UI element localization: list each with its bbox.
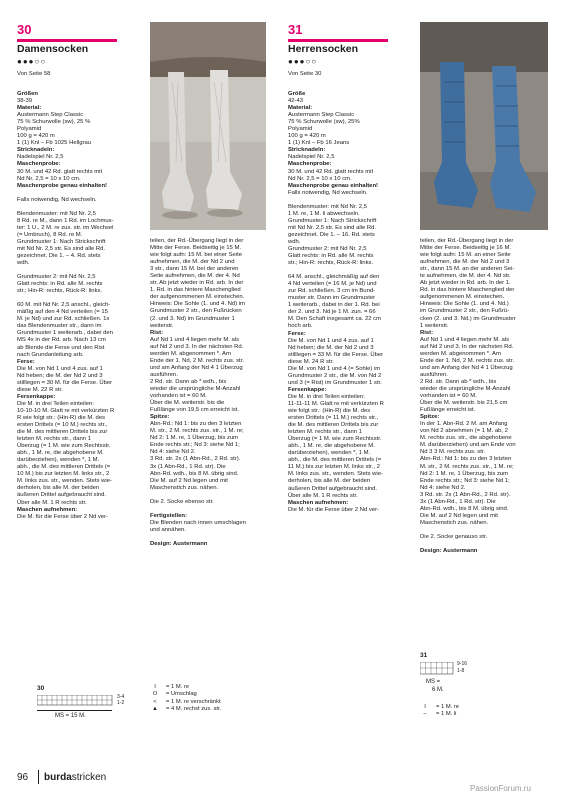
text-line: 2 Rd. str. Dann ab * wdh., bis	[150, 378, 227, 385]
text-line: wie folgt str.: (Hin-R) die M. des	[288, 408, 371, 415]
text-heading: Material:	[17, 105, 42, 112]
text-line: Ende rechts str.; Nd 3: siehe Nd 1;	[150, 442, 240, 449]
text-line: ersten Drittels (= 11 M.) rechts str.,	[288, 415, 379, 422]
text-line: werden M. abgenommen *. Am	[150, 350, 231, 357]
text-line: 30 M. und 42 Rd. glatt rechts mit	[17, 168, 103, 175]
text-line: Austermann Step Classic	[17, 112, 84, 119]
text-line: Ende der 1. Nd, 2 M. rechts zus. str.	[150, 357, 244, 364]
legend-symbol: <	[153, 698, 157, 705]
legend-text: = 1 M. re	[436, 704, 460, 710]
page-number: 96	[17, 772, 29, 783]
text-line: vorhanden ist = 60 M.	[420, 393, 477, 400]
text-line: Grundmuster 2 str., die M. von Nd 2	[288, 372, 382, 379]
left-article-column-2	[150, 238, 270, 548]
text-line: Überzug (= 1 M. wie zum Rechtsstr.	[17, 443, 111, 450]
text-line: Blendenmuster: mit Nd Nr. 2,5	[288, 203, 367, 210]
text-line: Die M. auf 2 Nd legen und mit	[420, 512, 498, 519]
text-line: mit Nd Nr. 2,5 str. Es sind alle Rd.	[17, 245, 106, 252]
text-line: Die M. in drei Teilen einteilen:	[17, 400, 94, 407]
text-line: ersten Drittels (= 10 M.) rechts str.,	[17, 422, 108, 429]
paragraph-gap	[17, 204, 142, 211]
text-line: 38-39	[17, 98, 33, 105]
text-line: ausführen.	[150, 371, 178, 378]
text-line: Hinweis: Die Sohle (1. und 4. Nd) im	[150, 301, 245, 308]
text-line: teilen, der Rd.-Übergang liegt in der	[150, 238, 244, 244]
text-line: Die M. für die Ferse über 2 Nd ver-	[288, 506, 380, 513]
text-line: 3x (1 Abn-Rd., 1 Rd. str). Die	[420, 498, 496, 505]
mens-socks-photo	[420, 22, 548, 230]
legend-row	[150, 706, 221, 713]
paragraph-gap	[150, 506, 270, 513]
text-heading: Design: Austermann	[420, 547, 478, 554]
text-line: äußeren Drittel aufgebraucht sind.	[288, 485, 378, 492]
legend-text: = 1 M. re	[166, 684, 190, 690]
text-line: Überzug (= 1 M. wie zum Rechtsstr.	[288, 436, 382, 443]
text-line: darüberziehen), wenden *, 1 M.	[17, 457, 100, 464]
text-line: 11-11-11 M. Glatt re mit verkürzten R	[288, 400, 384, 407]
text-line: stilllegen = 33 M. für die Ferse. Über	[288, 351, 384, 358]
text-line: str.; Hin-R: rechts, Rück-R: links.	[288, 260, 374, 267]
text-line: Nd Nr. 2,5 = 10 x 10 cm.	[288, 175, 352, 182]
text-line: te aufnehmen, die M. der 4. Nd str.	[420, 273, 511, 280]
text-line: teilen, der Rd.-Übergang liegt in der	[420, 238, 514, 244]
text-line: abh., 1 M. re, die abgehobene M.	[288, 443, 375, 450]
right-article-title: Herrensocken	[288, 43, 359, 55]
text-line: derholen, bis alle M. der beiden	[17, 485, 100, 492]
legend-text: = 1 M. li	[436, 711, 457, 718]
text-line: letzten M. rechts str., dann 1	[288, 429, 362, 436]
legend-text: = Umschlag	[166, 691, 197, 698]
text-line: aufnehmen, die M. der Nd 2 und	[150, 259, 235, 266]
text-heading: Fersenkappe:	[288, 386, 327, 393]
text-line: abh., die M. des mittleren Drittels (=	[17, 464, 111, 471]
right-article-column-2	[420, 238, 545, 555]
paragraph-gap	[420, 541, 545, 548]
text-line: darüberziehen), wenden *, 1 M.	[288, 450, 371, 457]
text-line: vorhanden ist = 60 M.	[150, 393, 207, 400]
text-line: MS 4x in der Rd. arb. Nach 13 cm	[17, 337, 106, 344]
text-line: diese M. 24 R str.	[288, 358, 334, 365]
text-line: Die 2. Socke genauso str.	[420, 533, 488, 540]
left-difficulty-rating: ●●●○○	[17, 57, 47, 66]
text-line: cken (2. und 3. Nd.) im Grundmuster	[420, 315, 516, 322]
text-line: letzten M. rechts str., dann 1	[17, 436, 91, 443]
text-line: nach Grundanleitung arb.	[17, 351, 84, 358]
text-line: die M. des mittleren Drittels bis zur	[288, 422, 379, 429]
text-heading: Rist:	[150, 329, 164, 336]
text-line: Mitte der Ferse. Beidseitig je 16 M.	[420, 245, 512, 252]
ladies-socks-photo	[150, 22, 266, 230]
text-line: M. links zus. str., wenden. Stets wie-	[288, 471, 383, 478]
text-line: 1 weiterarb., dabei in der 1. Rd. bei	[288, 302, 380, 309]
chart-31-row-label-bottom: 1-8	[457, 668, 465, 674]
text-line: 3x (1 Abn-Rd., 1 Rd. str). Die	[150, 463, 226, 470]
text-line: und annähen.	[150, 526, 187, 533]
paragraph-gap	[288, 197, 413, 204]
text-line: In der 1. Abn-Rd. 2 M. am Anfang	[420, 421, 508, 428]
text-line: Die M. auf 2 Nd legen und mit	[150, 477, 228, 484]
legend-text: = 4 M. rechst zus. str.	[166, 705, 222, 712]
brand-bold: burda	[44, 772, 72, 783]
legend-symbol: I	[424, 704, 426, 710]
text-line: Hinweis: Die Sohle (1. und 4. Nd.)	[420, 301, 509, 308]
text-line: die M. des mittleren Drittels bis zur	[17, 429, 108, 436]
text-line: Die M. in drei Teilen einteilen:	[288, 393, 365, 400]
text-line: 60 M. mit Nd Nr. 2,5 anschl., gleich-	[17, 302, 111, 309]
right-difficulty-rating: ●●●○○	[288, 57, 318, 66]
text-heading: Fertigstellen:	[150, 512, 187, 519]
paragraph-gap	[150, 534, 270, 541]
right-article-column-1	[288, 91, 413, 514]
text-line: Grundmuster 1: Nach Strickschrift	[17, 238, 106, 245]
text-line: Falls notwendig, Nd wechseln.	[288, 189, 368, 196]
text-heading: Größe	[288, 91, 306, 97]
magazine-brand	[44, 772, 106, 783]
left-article-column-1	[17, 91, 142, 521]
legend-symbol: –	[423, 711, 427, 718]
legend-symbol: ▲	[152, 705, 158, 712]
text-line: Polyamid	[17, 126, 42, 133]
chart-30-repeat-label: MS = 15 M.	[55, 713, 86, 719]
text-line: ter: 1 U., 2 M. re zus. str. im Wechsel	[17, 224, 114, 231]
text-line: wdh.	[288, 238, 301, 245]
chart-30-grid	[37, 695, 117, 707]
text-heading: Stricknadeln:	[288, 147, 326, 154]
text-line: Glatt rechts: in Rd. alle M. rechts	[288, 253, 374, 260]
text-line: wie folgt aufn: 15 M. bei einer Seite	[150, 252, 243, 259]
chart-30-row-label-bottom: 1-2	[117, 700, 125, 706]
text-line: str.; Hin-R: rechts, Rück-R: links.	[17, 288, 103, 295]
text-line: 3 Rd. str. 2x (1 Abn-Rd., 2 Rd. str).	[420, 491, 511, 498]
text-line: auf Nd 2 und 3. In der nächsten Rd.	[420, 343, 514, 350]
text-line: Die 2. Socke ebenso str.	[150, 498, 214, 505]
chart-30-label: 30	[37, 685, 45, 692]
text-line: von Nd 2 abnehmen (= 1 M. ab, 2	[420, 428, 508, 435]
text-line: 100 g = 420 m	[288, 133, 326, 140]
paragraph-gap	[288, 267, 413, 274]
text-heading: Maschenprobe genau einhalten!	[288, 182, 379, 189]
chart-31-label: 31	[420, 652, 428, 659]
text-line: 10 M.) bis zur letzten M. links str., 2	[17, 471, 110, 478]
chart-31-legend	[420, 704, 459, 719]
text-line: Grundmuster 2: mit Nd Nr. 2,5	[288, 245, 367, 252]
text-line: ausführen.	[420, 371, 448, 378]
text-line: im Grundmuster 2 str., den Fußrü-	[420, 308, 510, 315]
text-line: der 2. und 3. Nd je 1 M. zun. = 66	[288, 309, 376, 316]
chart-31-repeat-label: MS =	[426, 679, 441, 685]
text-line: Nd 3 3 M. rechts zus. str.	[420, 449, 486, 456]
text-line: 2 Rd. str. Dann ab * wdh., bis	[420, 378, 497, 385]
text-line: Falls notwendig, Nd wechseln.	[17, 196, 97, 203]
text-line: 1 weiterstr.	[420, 322, 449, 329]
text-line: hoch arb.	[288, 323, 313, 330]
text-line: Maschenstich zus. nähen.	[150, 484, 219, 491]
text-line: Die M. von Nd 1 und 4 zus. auf 1	[17, 365, 103, 372]
text-line: Nd heben; die M. der Nd 2 und 3	[17, 372, 103, 379]
text-line: zur Rd. schließen. 3 cm im Bund-	[288, 288, 376, 295]
text-line: str., dann 15 M. an der anderen Sei-	[420, 266, 515, 273]
text-line: 8 Rd. re M., dann 1 Rd. im Lochmus-	[17, 217, 114, 224]
chart-31-repeat-count: 6 M.	[432, 687, 444, 693]
text-line: (= Umbruch), 8 Rd. re M.	[17, 231, 83, 238]
legend-row	[150, 691, 221, 698]
chart-30-row-label-top: 3-4	[117, 694, 125, 700]
text-line: 64 M. anschl., gleichmäßig auf den	[288, 274, 380, 281]
text-line: Glatt rechts: in Rd. alle M. rechts	[17, 281, 103, 288]
text-line: auf Nd 2 und 3. In der nächsten Rd.	[150, 343, 244, 350]
chart-31-grid	[420, 662, 460, 676]
text-line: derholen, bis alle M. der beiden	[288, 478, 371, 485]
paragraph-gap	[150, 492, 270, 499]
text-line: Nadelspiel Nr. 2,5	[17, 154, 64, 161]
watermark: PassionForum.ru	[470, 784, 531, 793]
chart-30-legend	[150, 684, 221, 713]
left-article-title: Damensocken	[17, 43, 89, 55]
text-line: abh., 1 M. re, die abgehobene M.	[17, 450, 104, 457]
text-line: wdh.	[17, 260, 30, 267]
text-line: muster str. Dann im Grundmuster	[288, 295, 376, 302]
text-line: Über alle M. 1 R rechts str.	[288, 492, 358, 499]
brand-rest: stricken	[71, 772, 107, 783]
text-line: Die M. von Nd 1 und 4 (= Sohle) im	[288, 365, 381, 372]
text-line: aufgenommenen M. einstechen.	[420, 294, 505, 301]
text-line: M. Den Schaft insgesamt ca. 22 cm	[288, 316, 381, 323]
knitting-chart-30	[37, 685, 137, 725]
text-line: Fußlänge erreicht ist.	[420, 407, 476, 414]
text-line: Abn-Rd. wdh., bis 8 M. übrig sind.	[420, 505, 509, 512]
paragraph-gap	[420, 527, 545, 534]
text-heading: Spitze:	[420, 414, 440, 421]
text-line: wieder die ursprüngliche M-Anzahl	[150, 385, 241, 392]
text-line: Die Blenden nach innen umschlagen	[150, 519, 246, 526]
chart-31-row-label-top: 9-16	[457, 661, 468, 667]
text-line: Nd 2: 1 M. re, 1 Überzug, bis zum	[150, 435, 239, 442]
text-line: Nd 2: 1 M. re, 1 Überzug, bis zum	[420, 470, 509, 477]
legend-row	[420, 711, 459, 718]
legend-row	[150, 684, 221, 691]
text-line: wie folgt aufn: 15 M. an einer Seite	[420, 252, 511, 259]
text-line: 75 % Schurwolle (sw), 25 %	[17, 119, 91, 126]
text-line: 10-10-10 M. Glatt re mit verkürzten R	[17, 407, 115, 414]
text-line: M. darüberziehen) und am Ende von	[420, 442, 516, 449]
text-line: M. str., 2 M. rechts zus. str., 1 M. re;	[150, 428, 244, 435]
footer-divider	[38, 770, 39, 784]
text-line: Über die M. weiterstr. bis 21,5 cm	[420, 400, 508, 407]
legend-row	[150, 699, 221, 706]
ladies-socks-image	[150, 22, 266, 230]
legend-text: = 1 M. re verschränkt	[166, 698, 221, 705]
text-line: Ende der 1. Nd, 2 M. rechts zus. str.	[420, 357, 514, 364]
text-line: Abn-Rd.: Nd 1: bis zu den 3 letzten	[420, 456, 512, 463]
text-line: 1 (1) Knl – Fb 16 Jeans	[288, 140, 350, 147]
right-article-rule	[288, 39, 388, 42]
legend-symbol: I	[154, 684, 156, 690]
text-line: Nadelspiel Nr. 2,5	[288, 154, 335, 161]
text-line: Grundmuster 2: mit Nd Nr. 2,5	[17, 274, 96, 281]
text-line: der aufgenommenen M. einstechen.	[150, 294, 245, 301]
text-line: mäßig auf den 4 Nd verteilen (= 15	[17, 309, 108, 316]
text-line: Abn-Rd.: Nd 1: bis zu den 3 letzten	[150, 421, 242, 428]
text-line: str. Ab jetzt wieder in Rd. arb. In der	[150, 280, 244, 287]
text-line: 42-43	[288, 98, 304, 105]
mens-socks-image	[420, 22, 548, 230]
text-heading: Größen	[17, 91, 38, 97]
text-heading: Stricknadeln:	[17, 147, 55, 154]
text-line: 11 M.) bis zur letzten M. links str., 2	[288, 464, 380, 471]
text-line: Nd 4: siehe Nd 2.	[420, 484, 466, 491]
left-article-rule	[17, 39, 117, 42]
chart-30-repeat-bracket	[37, 710, 112, 711]
text-line: M. rechts zus. str., die abgehobene	[420, 435, 512, 442]
text-line: Mitte der Ferse. Beidseitig je 15 M.	[150, 245, 242, 252]
text-line: 4 Nd verteilen (= 16 M. je Nd) und	[288, 281, 377, 288]
text-line: wieder die ursprüngliche M-Anzahl	[420, 385, 511, 392]
paragraph-gap	[17, 267, 142, 274]
text-line: Austermann Step Classic	[288, 112, 355, 119]
text-heading: Maschenprobe:	[288, 161, 332, 168]
text-line: stilllegen = 30 M. für die Ferse. Über	[17, 379, 113, 386]
text-line: 100 g = 420 m	[17, 133, 55, 140]
text-line: Seite aufnehmen, die M. der 4. Nd	[150, 273, 240, 280]
text-line: 1. Rd. in das hintere Maschenglied	[150, 287, 241, 294]
text-line: Ab jetzt wieder in Rd. arb. In der 1.	[420, 280, 511, 287]
left-seite-reference: Von Seite 58	[17, 71, 51, 77]
text-heading: Maschen aufnehmen:	[288, 499, 349, 506]
text-heading: Spitze:	[150, 414, 170, 421]
text-line: (2. und 3. Nd) im Grundmuster 1	[150, 315, 235, 322]
text-heading: Maschen aufnehmen:	[17, 506, 78, 513]
text-heading: Design: Austermann	[150, 540, 208, 547]
legend-symbol: O	[152, 691, 158, 698]
text-heading: Ferse:	[17, 358, 35, 365]
text-heading: Rist:	[420, 329, 434, 336]
text-line: Abn-Rd. wdh., bis 8 M. übrig sind.	[150, 470, 239, 477]
text-line: weiterstr.	[150, 322, 174, 329]
text-line: Die M. von Nd 1 und 4 zus. auf 1	[288, 337, 374, 344]
text-line: abh., die M. des mittleren Drittels (=	[288, 457, 382, 464]
knitting-chart-31	[420, 652, 500, 697]
text-line: Rd. in das hintere Maschenglied der	[420, 287, 515, 294]
text-heading: Material:	[288, 105, 313, 112]
text-line: M. je Nd) und zur Rd. schließen. 1x	[17, 316, 110, 323]
text-line: M. str., 2 M. rechts zus. str., 1 M. re;	[420, 463, 514, 470]
legend-row	[420, 704, 459, 711]
text-heading: Ferse:	[288, 330, 306, 337]
text-line: 30 M. und 42 Rd. glatt rechts mit	[288, 168, 374, 175]
right-seite-reference: Von Seite 30	[288, 71, 322, 77]
text-line: Grundmuster 2 str., den Fußrücken	[150, 308, 242, 315]
text-line: werden M. abgenommen *. Am	[420, 350, 501, 357]
text-line: R wie folgt str.: (Hin-R) die M. des	[17, 414, 106, 421]
text-heading: Fersenkappe:	[17, 393, 56, 400]
text-heading: Maschenprobe genau einhalten!	[17, 182, 108, 189]
text-line: Nd 4: siehe Nd 2.	[150, 449, 196, 456]
text-line: Über die M. weiterstr. bis die	[150, 400, 225, 407]
text-line: 75 % Schurwolle (sw), 25%	[288, 119, 360, 126]
text-heading: Maschenprobe:	[17, 161, 61, 168]
text-line: 3 Rd. str. 2x (1 Abn-Rd., 2 Rd. str).	[150, 456, 241, 463]
text-line: diese M. 22 R str.	[17, 386, 63, 393]
text-line: Nd heben; die M. der Nd 2 und 3	[288, 344, 374, 351]
text-line: Nd Nr. 2,5 = 10 x 10 cm.	[17, 175, 81, 182]
text-line: Grundmuster 1: Nach Strickschrift	[288, 217, 377, 224]
text-line: Die M. für die Ferse über 2 Nd ver-	[17, 513, 109, 520]
text-line: M. links zus. str., wenden. Stets wie-	[17, 478, 112, 485]
text-line: Auf Nd 1 und 4 liegen mehr M. als	[150, 336, 240, 343]
text-line: gezeichnet. Die 1. – 4. Rd. stets	[17, 252, 101, 259]
text-line: Polyamid	[288, 126, 313, 133]
left-article-number: 30	[17, 22, 32, 37]
text-line: Grundmuster 1 weiterarb., dabei den	[17, 330, 113, 337]
text-line: Maschenstich zus. nähen.	[420, 519, 489, 526]
paragraph-gap	[17, 295, 142, 302]
text-line: und am Anfang der Nd 4 1 Überzug	[420, 364, 513, 371]
text-line: 1 M. re, 1 M. li abwechseln.	[288, 210, 360, 217]
text-line: Blendenmuster: mit Nd Nr. 2,5	[17, 210, 96, 217]
text-line: Ende rechts str.; Nd 3: siehe Nd 1;	[420, 477, 510, 484]
text-line: 3 str., dann 15 M. bei der anderen	[150, 266, 239, 273]
text-line: Auf Nd 1 und 4 liegen mehr M. als	[420, 336, 510, 343]
text-line: mit Nd Nr. 2,5 str. Es sind alle Rd.	[288, 224, 377, 231]
text-line: und 3 (= Rist) im Grundmuster 1 str.	[288, 379, 382, 386]
text-line: Über alle M. 1 R rechts str.	[17, 499, 87, 506]
text-line: äußeren Drittel aufgebraucht sind.	[17, 492, 107, 499]
text-line: gezeichnet. Die 1. – 16. Rd. stets	[288, 231, 375, 238]
right-article-number: 31	[288, 22, 303, 37]
text-line: und am Anfang der Nd 4 1 Überzug	[150, 364, 243, 371]
text-line: das Blendenmuster str., dann im	[17, 323, 102, 330]
text-line: 1 (1) Knl – Fb 1025 Hellgrau	[17, 140, 92, 147]
text-line: aufnehmen, die M. der Nd 2 und 3	[420, 259, 510, 266]
paragraph-gap	[17, 190, 142, 197]
text-line: ab Blende die Ferse und den Rist	[17, 344, 105, 351]
text-line: Fußlänge von 19,5 cm erreicht ist.	[150, 407, 240, 414]
